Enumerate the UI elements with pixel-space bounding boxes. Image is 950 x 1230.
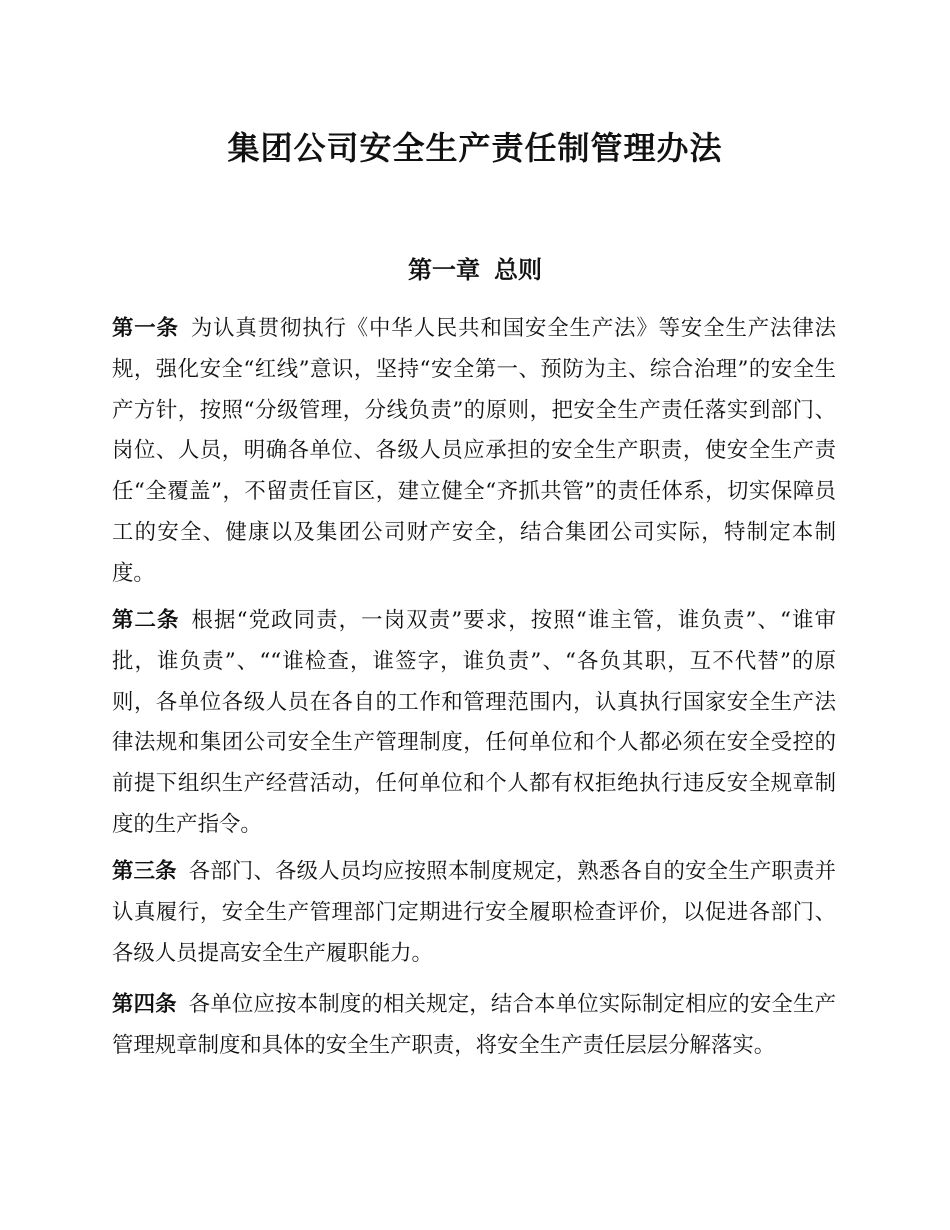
article-label: 第二条 xyxy=(112,608,180,633)
article-text: 为认真贯彻执行《中华人民共和国安全生产法》等安全生产法律法规，强化安全“红线”意识，坚持“安全第一、预防为主、综合治理”的安全生产方针，按照“分级管理，分线负责”的原则，把安全生产责任落实到部门、岗位、人员，明确各单位、各级人员应承担的安全生产职责，使安全生产责任“全覆盖”，不留责任盲区，建立健全“齐抓共管”的责任体系，切实保障员工的安全、健康以及集团公司财产安全，结合集团公司实际，特制定本制度。 xyxy=(112,316,836,586)
article-text: 根据“党政同责，一岗双责”要求，按照“谁主管，谁负责”、“谁审批，谁负责”、““谁检查，谁签字，谁负责”、“各负其职，互不代替”的原则，各单位各级人员在各自的工作和管理范围内，认真执行国家安全生产法律法规和集团公司安全生产管理制度，任何单位和个人都必须在安全受控的前提下组织生产经营活动，任何单位和个人都有权拒绝执行违反安全规章制度的生产指令。 xyxy=(112,608,836,837)
article-1 xyxy=(112,309,836,595)
article-label: 第三条 xyxy=(112,859,177,884)
article-text: 各部门、各级人员均应按照本制度规定，熟悉各自的安全生产职责并认真履行，安全生产管理部门定期进行安全履职检查评价，以促进各部门、各级人员提高安全生产履职能力。 xyxy=(112,859,836,966)
article-label: 第四条 xyxy=(112,992,177,1017)
article-label: 第一条 xyxy=(112,316,179,341)
article-text: 各单位应按本制度的相关规定，结合本单位实际制定相应的安全生产管理规章制度和具体的安全生产职责，将安全生产责任层层分解落实。 xyxy=(112,992,836,1058)
document-title: 集团公司安全生产责任制管理办法 xyxy=(227,129,723,167)
article-3 xyxy=(112,852,836,974)
article-4 xyxy=(112,985,836,1067)
chapter-number: 第一章 xyxy=(408,255,480,284)
article-2 xyxy=(112,601,836,846)
chapter-name: 总则 xyxy=(494,255,542,284)
chapter-heading xyxy=(0,252,950,288)
